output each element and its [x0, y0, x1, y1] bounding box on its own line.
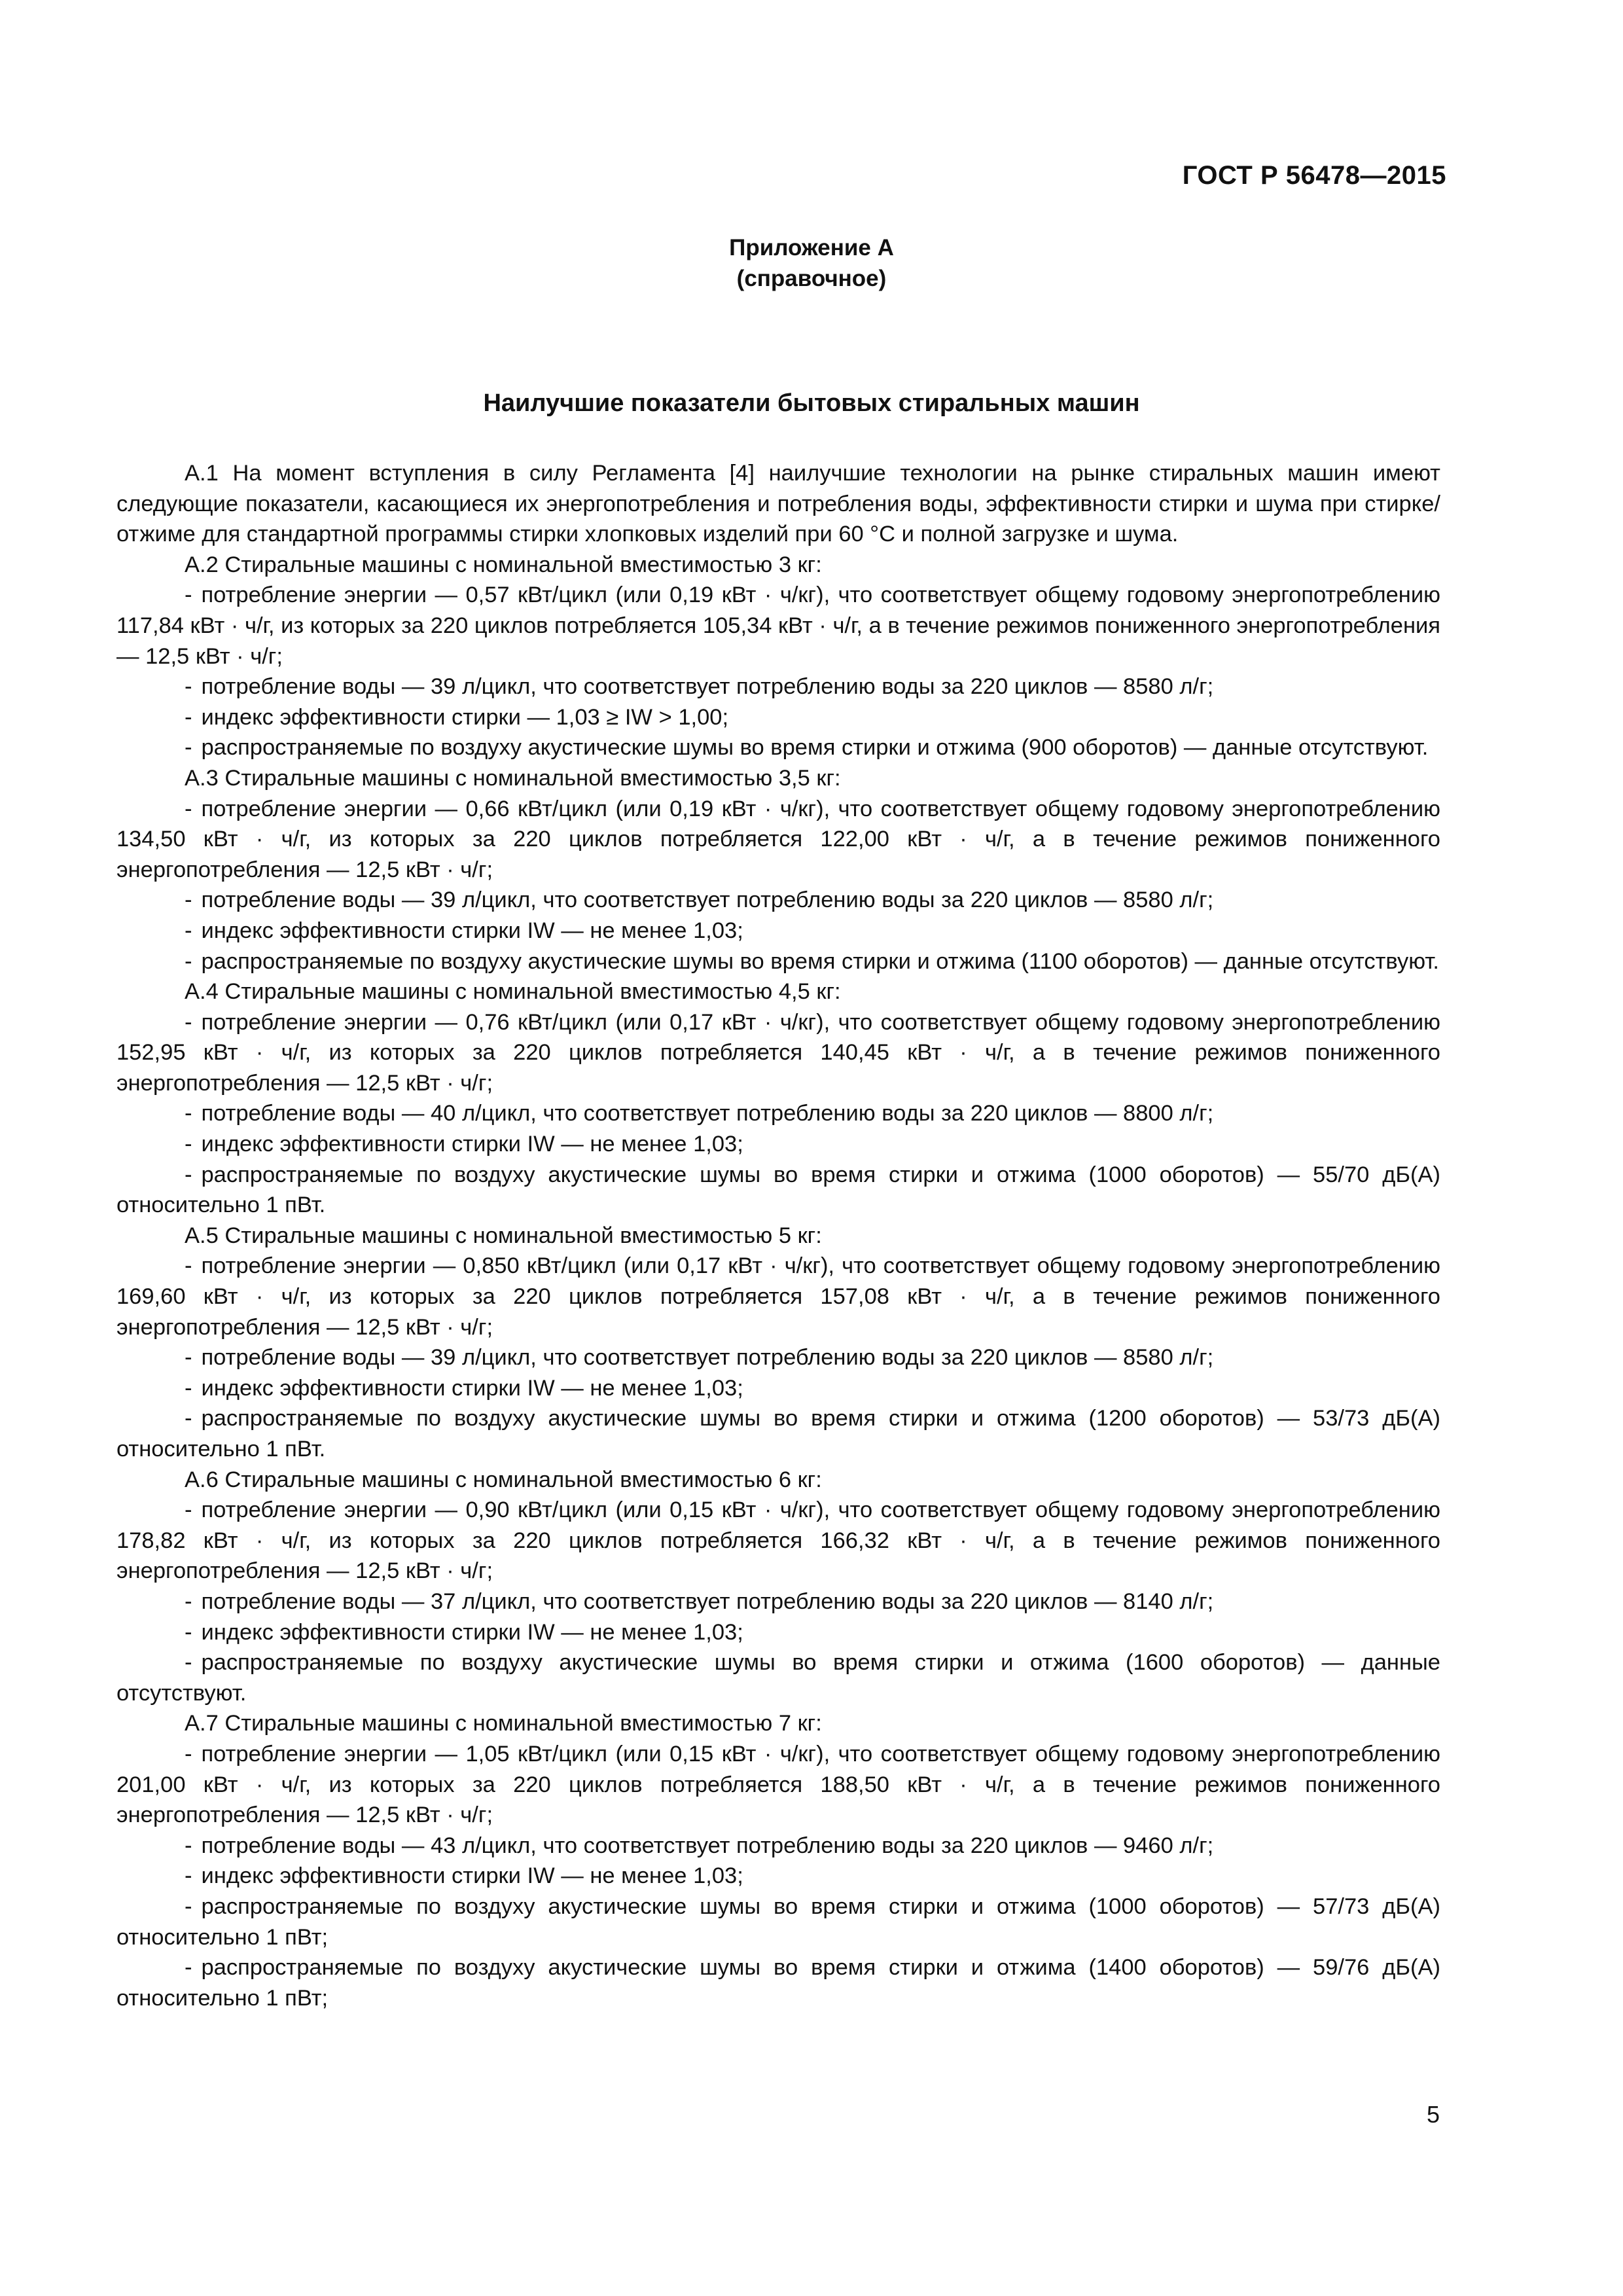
list-dash: -	[185, 1650, 192, 1676]
list-item	[116, 1129, 1440, 1160]
list-item	[116, 1587, 1440, 1617]
list-item	[116, 885, 1440, 916]
list-dash: -	[185, 1101, 192, 1126]
list-dash: -	[185, 1741, 192, 1767]
line-text: распространяемые по воздуху акустические шумы во время стирки и отжима (1000 оборотов) — 57/73 дБ(А) относительно 1 пВт;	[116, 1893, 1440, 1950]
paragraph	[116, 1465, 1440, 1496]
line-text: распространяемые по воздуху акустические шумы во время стирки и отжима (1100 оборотов) — данные отсутствуют.	[201, 948, 1439, 974]
line-text: потребление энергии — 0,66 кВт/цикл (или 0,19 кВт · ч/кг), что соответствует общему годовому энергопотреблению 134,50 кВт · ч/г, из которых за 220 циклов потребляется 122,00 кВт · ч/г, а в течение режимов пониженного энергопотребления — 12,5 кВт · ч/г;	[116, 796, 1440, 882]
line-text: потребление воды — 37 л/цикл, что соответствует потреблению воды за 220 циклов — 8140 л/г;	[201, 1588, 1214, 1614]
list-dash: -	[185, 1863, 192, 1889]
list-dash: -	[185, 1833, 192, 1858]
list-item	[116, 1952, 1440, 2013]
line-text: индекс эффективности стирки IW — не менее 1,03;	[201, 1375, 743, 1401]
list-dash: -	[185, 1619, 192, 1645]
list-item	[116, 702, 1440, 733]
line-text: потребление энергии — 0,850 кВт/цикл (или 0,17 кВт · ч/кг), что соответствует общему годовому энергопотреблению 169,60 кВт · ч/г, из которых за 220 циклов потребляется 157,08 кВт · ч/г, а в течение режимов пониженного энергопотребления — 12,5 кВт · ч/г;	[116, 1253, 1440, 1340]
list-item	[116, 1160, 1440, 1221]
line-text: распространяемые по воздуху акустические шумы во время стирки и отжима (1200 оборотов) — 53/73 дБ(А) относительно 1 пВт.	[116, 1406, 1440, 1462]
line-text: индекс эффективности стирки IW — не менее 1,03;	[201, 1863, 743, 1889]
section-title: Наилучшие показатели бытовых стиральных машин	[483, 389, 1140, 417]
list-dash: -	[185, 1588, 192, 1614]
list-dash: -	[185, 1955, 192, 1981]
annex-subtitle: (справочное)	[736, 266, 887, 291]
list-dash: -	[185, 1498, 192, 1523]
paragraph	[116, 763, 1440, 794]
line-text: индекс эффективности стирки IW — не менее 1,03;	[201, 1132, 743, 1157]
line-text: потребление воды — 40 л/цикл, что соответствует потреблению воды за 220 циклов — 8800 л/г;	[201, 1101, 1214, 1126]
line-text: потребление воды — 39 л/цикл, что соответствует потреблению воды за 220 циклов — 8580 л/г;	[201, 674, 1214, 700]
list-item	[116, 1007, 1440, 1099]
list-item	[116, 1617, 1440, 1648]
list-dash: -	[185, 1132, 192, 1157]
list-dash: -	[185, 888, 192, 913]
list-item	[116, 1647, 1440, 1708]
list-item	[116, 1861, 1440, 1892]
paragraph	[116, 1221, 1440, 1251]
list-item	[116, 1098, 1440, 1129]
line-text: А.1 На момент вступления в силу Регламента [4] наилучшие технологии на рынке стиральных машин имеют следующие показатели, касающиеся их энергопотребления и потребления воды, эффективности стирки и шума при стирке/отжиме для стандартной программы стирки хлопковых изделий при 60 °С и полной загрузке и шума.	[116, 461, 1440, 547]
list-dash: -	[185, 1162, 192, 1187]
list-item	[116, 794, 1440, 886]
line-text: потребление энергии — 0,57 кВт/цикл (или 0,19 кВт · ч/кг), что соответствует общему годовому энергопотреблению 117,84 кВт · ч/г, из которых за 220 циклов потребляется 105,34 кВт · ч/г, а в течение режимов пониженного энергопотребления — 12,5 кВт · ч/г;	[116, 583, 1440, 669]
line-text: потребление воды — 43 л/цикл, что соответствует потреблению воды за 220 циклов — 9460 л/г;	[201, 1833, 1214, 1858]
list-item	[116, 1495, 1440, 1587]
line-text: потребление энергии — 0,76 кВт/цикл (или 0,17 кВт · ч/кг), что соответствует общему годовому энергопотреблению 152,95 кВт · ч/г, из которых за 220 циклов потребляется 140,45 кВт · ч/г, а в течение режимов пониженного энергопотребления — 12,5 кВт · ч/г;	[116, 1009, 1440, 1096]
line-text: индекс эффективности стирки — 1,03 ≥ IW > 1,00;	[201, 704, 729, 730]
paragraph	[116, 977, 1440, 1007]
list-dash: -	[185, 1009, 192, 1035]
body-text	[116, 458, 1440, 2013]
line-text: распространяемые по воздуху акустические шумы во время стирки и отжима (1600 оборотов) — данные отсутствуют.	[116, 1650, 1440, 1706]
list-dash: -	[185, 1893, 192, 1919]
list-item	[116, 1831, 1440, 1861]
list-item	[116, 1342, 1440, 1373]
list-item	[116, 732, 1440, 763]
line-text: А.5 Стиральные машины с номинальной вместимостью 5 кг:	[185, 1223, 822, 1248]
paragraph	[116, 1708, 1440, 1739]
list-item	[116, 580, 1440, 672]
list-dash: -	[185, 796, 192, 821]
annex-heading	[0, 232, 1623, 294]
line-text: А.4 Стиральные машины с номинальной вместимостью 4,5 кг:	[185, 979, 841, 1005]
line-text: индекс эффективности стирки IW — не менее 1,03;	[201, 918, 743, 943]
list-item	[116, 1251, 1440, 1342]
list-dash: -	[185, 674, 192, 700]
list-item	[116, 1373, 1440, 1404]
list-item	[116, 672, 1440, 702]
list-dash: -	[185, 583, 192, 608]
list-dash: -	[185, 1345, 192, 1371]
list-dash: -	[185, 1253, 192, 1279]
page-number: 5	[1426, 2101, 1440, 2128]
line-text: А.6 Стиральные машины с номинальной вместимостью 6 кг:	[185, 1467, 822, 1492]
line-text: А.3 Стиральные машины с номинальной вместимостью 3,5 кг:	[185, 765, 841, 791]
line-text: распространяемые по воздуху акустические шумы во время стирки и отжима (1400 оборотов) — 59/76 дБ(А) относительно 1 пВт;	[116, 1955, 1440, 2011]
paragraph	[116, 458, 1440, 550]
line-text: потребление энергии — 1,05 кВт/цикл (или 0,15 кВт · ч/кг), что соответствует общему годовому энергопотреблению 201,00 кВт · ч/г, из которых за 220 циклов потребляется 188,50 кВт · ч/г, а в течение режимов пониженного энергопотребления — 12,5 кВт · ч/г;	[116, 1741, 1440, 1828]
annex-title: Приложение А	[729, 235, 894, 260]
paragraph	[116, 550, 1440, 581]
list-dash: -	[185, 918, 192, 943]
line-text: потребление энергии — 0,90 кВт/цикл (или 0,15 кВт · ч/кг), что соответствует общему годовому энергопотреблению 178,82 кВт · ч/г, из которых за 220 циклов потребляется 166,32 кВт · ч/г, а в течение режимов пониженного энергопотребления — 12,5 кВт · ч/г;	[116, 1498, 1440, 1584]
list-item	[116, 916, 1440, 946]
line-text: распространяемые по воздуху акустические шумы во время стирки и отжима (1000 оборотов) — 55/70 дБ(А) относительно 1 пВт.	[116, 1162, 1440, 1218]
line-text: потребление воды — 39 л/цикл, что соответствует потреблению воды за 220 циклов — 8580 л/г;	[201, 888, 1214, 913]
list-item	[116, 1739, 1440, 1831]
list-item	[116, 1403, 1440, 1464]
line-text: А.7 Стиральные машины с номинальной вместимостью 7 кг:	[185, 1711, 822, 1736]
line-text: потребление воды — 39 л/цикл, что соответствует потреблению воды за 220 циклов — 8580 л/г;	[201, 1345, 1214, 1371]
list-item	[116, 946, 1440, 977]
list-dash: -	[185, 1406, 192, 1431]
line-text: распространяемые по воздуху акустические шумы во время стирки и отжима (900 оборотов) — данные отсутствуют.	[201, 735, 1429, 761]
line-text: индекс эффективности стирки IW — не менее 1,03;	[201, 1619, 743, 1645]
line-text: А.2 Стиральные машины с номинальной вместимостью 3 кг:	[185, 552, 822, 577]
list-dash: -	[185, 948, 192, 974]
document-code: ГОСТ Р 56478—2015	[1182, 161, 1446, 190]
list-dash: -	[185, 704, 192, 730]
list-dash: -	[185, 735, 192, 761]
list-dash: -	[185, 1375, 192, 1401]
list-item	[116, 1892, 1440, 1952]
